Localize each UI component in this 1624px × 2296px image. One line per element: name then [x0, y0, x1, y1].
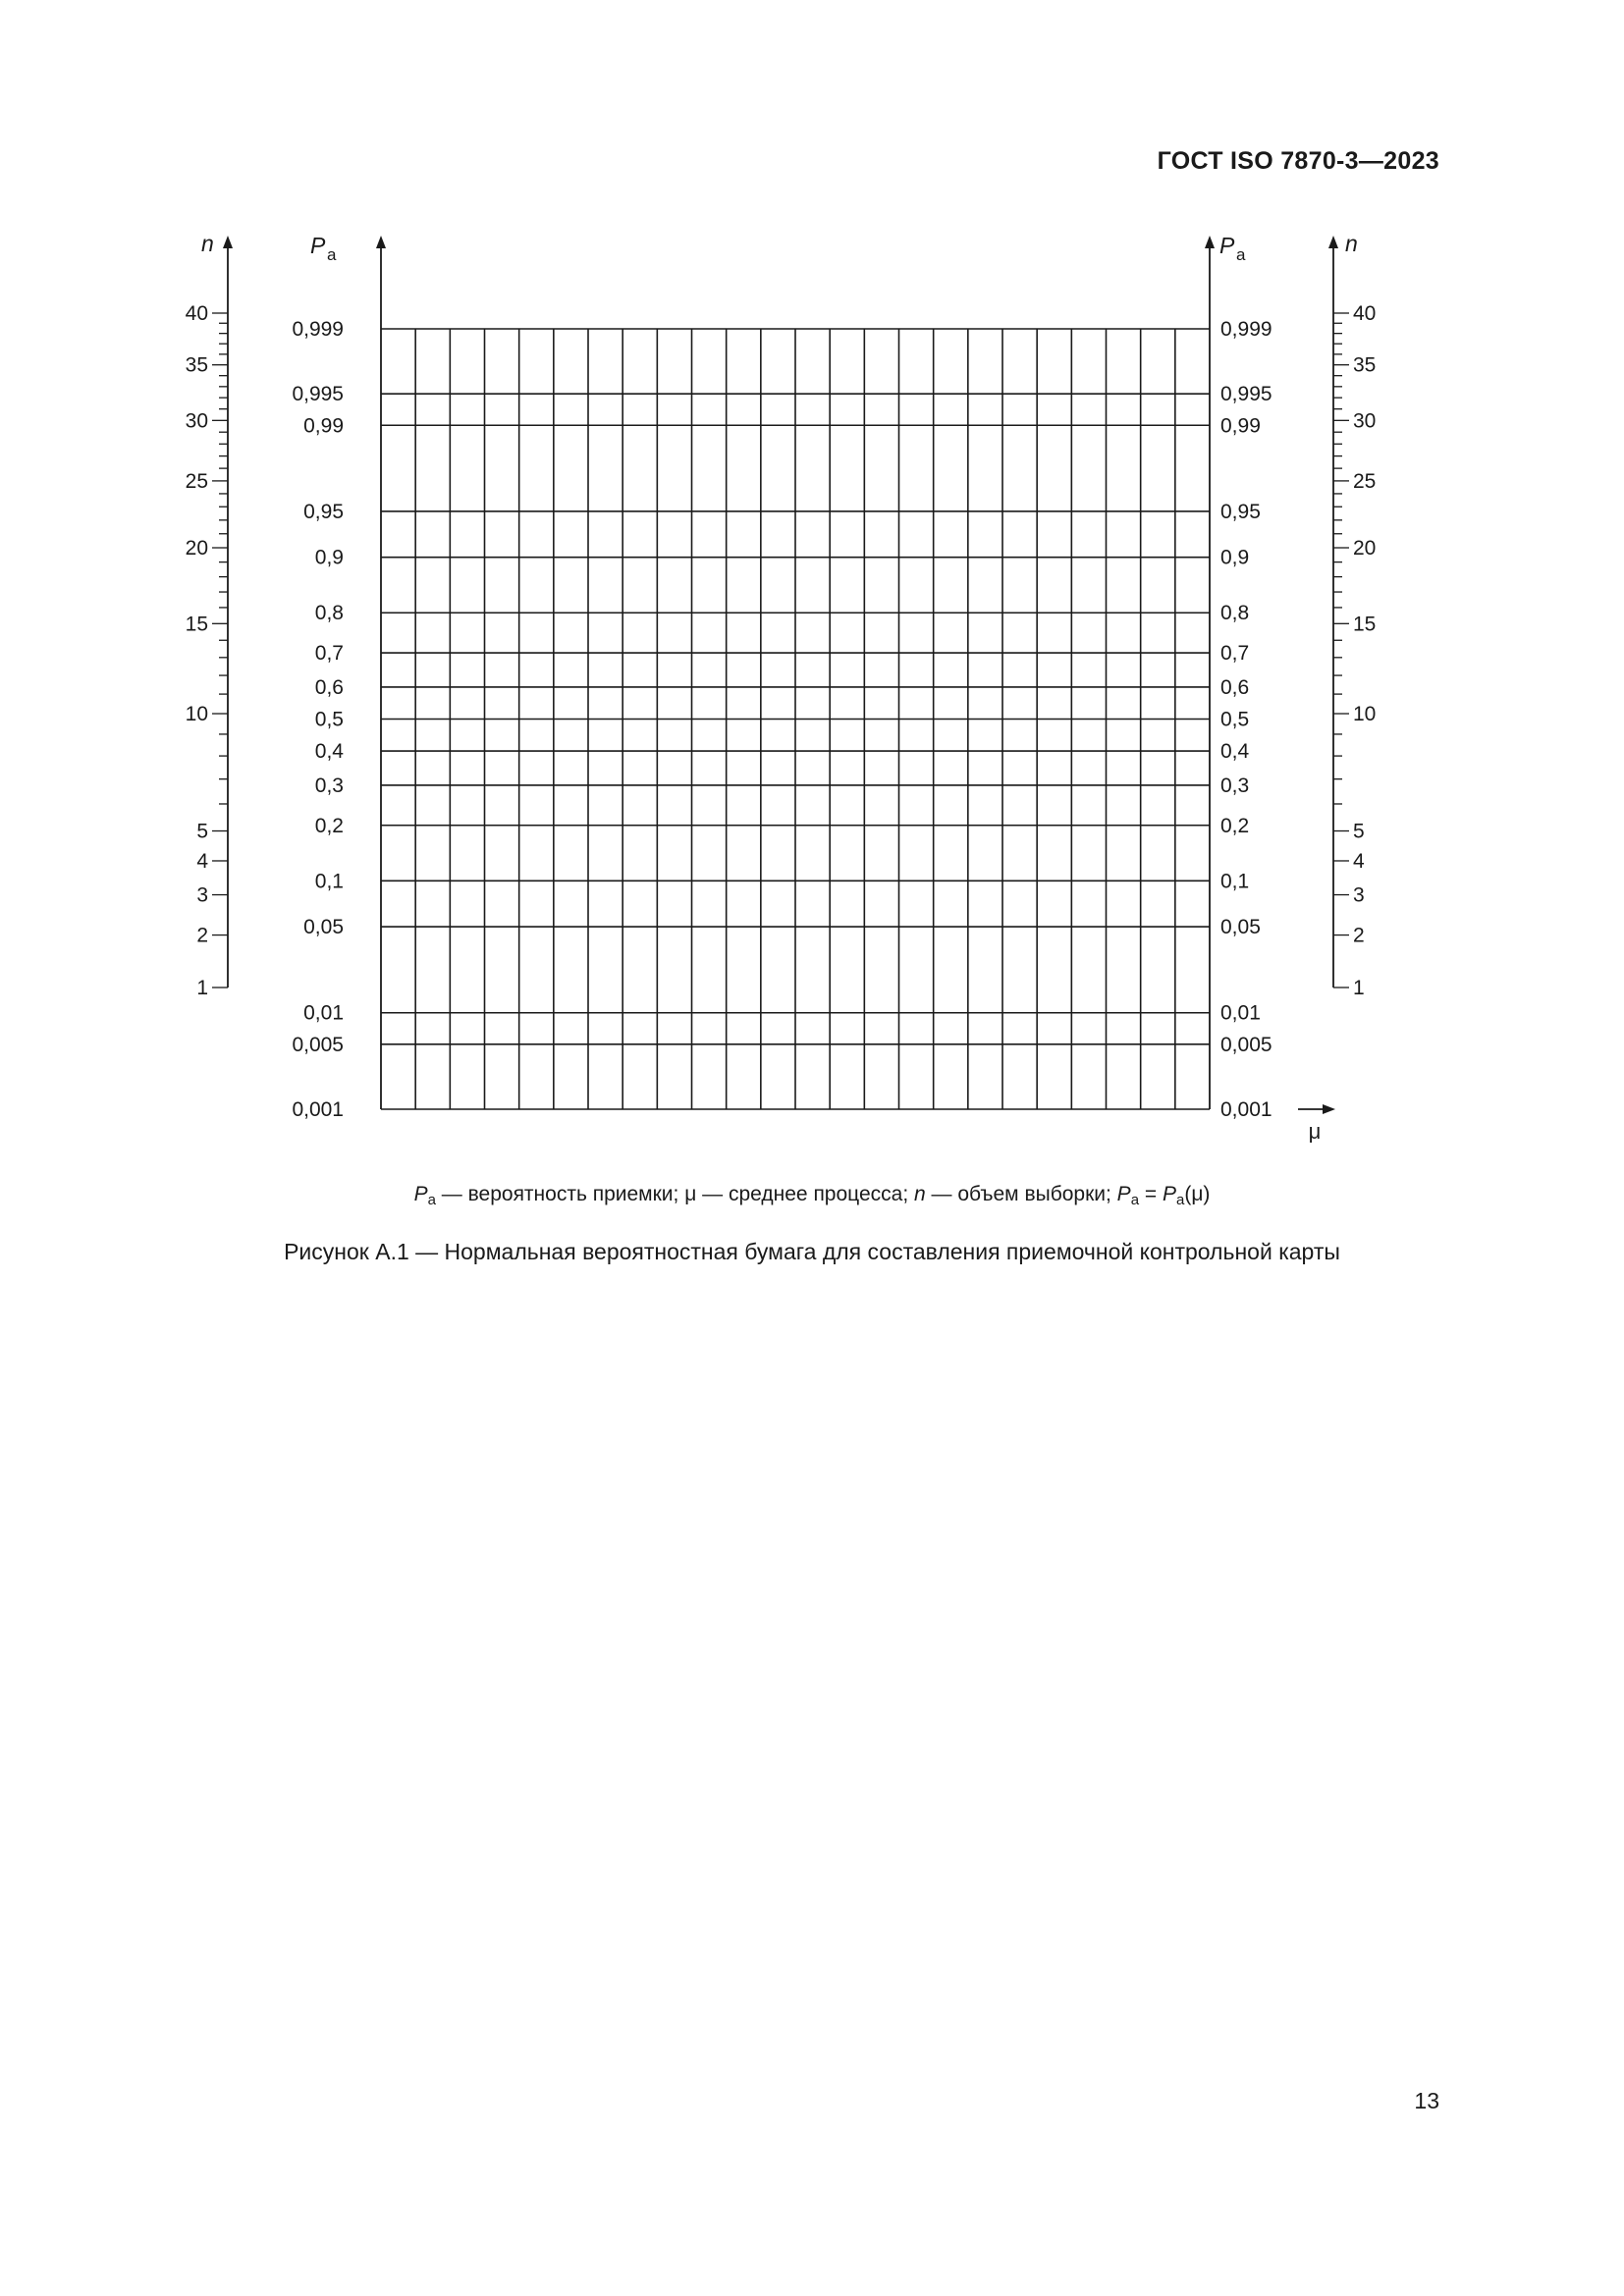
legend-eq-lhs: P: [1116, 1183, 1131, 1205]
left-n-axis-label: n: [201, 231, 214, 256]
pa-tick-label-left: 0,6: [314, 675, 344, 699]
pa-tick-label-right: 0,05: [1220, 916, 1261, 939]
right-n-tick-label: 25: [1353, 469, 1377, 493]
right-pa-axis: [1205, 233, 1272, 1121]
legend-text-3: — объем выборки;: [925, 1183, 1117, 1205]
chart-grid: [381, 329, 1210, 1109]
legend-text-1: — вероятность приемки;: [435, 1183, 685, 1205]
pa-tick-label-right: 0,7: [1220, 642, 1250, 666]
right-n-tick-label: 15: [1353, 613, 1377, 636]
pa-tick-label-left: 0,01: [303, 1001, 344, 1025]
pa-tick-label-left: 0,995: [292, 383, 344, 406]
left-n-tick-label: 35: [185, 353, 208, 377]
right-n-tick-label: 20: [1353, 537, 1377, 561]
right-n-tick-label: 4: [1353, 849, 1365, 873]
pa-tick-label-right: 0,95: [1220, 500, 1261, 523]
legend-n-symbol: n: [914, 1183, 926, 1205]
left-n-arrow-icon: [223, 236, 233, 248]
left-pa-axis-subscript: a: [327, 245, 337, 264]
mu-axis-label: μ: [1308, 1119, 1322, 1144]
right-n-axis-label: n: [1345, 231, 1358, 256]
right-n-tick-label: 30: [1353, 409, 1377, 433]
legend-text-2: — среднее процесса;: [696, 1183, 914, 1205]
pa-tick-label-right: 0,4: [1220, 740, 1250, 764]
pa-tick-label-left: 0,99: [303, 414, 344, 438]
left-pa-arrow-icon: [376, 236, 386, 248]
left-n-tick-label: 25: [185, 469, 208, 493]
pa-tick-label-right: 0,005: [1220, 1033, 1272, 1056]
legend-pa-symbol: P: [413, 1183, 428, 1205]
left-n-tick-label: 2: [196, 924, 208, 947]
right-n-arrow-icon: [1328, 236, 1338, 248]
pa-tick-label-right: 0,01: [1220, 1001, 1261, 1025]
legend-mu-symbol: μ: [684, 1183, 697, 1205]
legend-eq-rhs: P: [1162, 1183, 1176, 1205]
pa-tick-label-left: 0,9: [314, 546, 344, 569]
pa-tick-label-right: 0,8: [1220, 602, 1250, 625]
left-n-axis: [186, 231, 233, 999]
right-n-tick-label: 3: [1353, 883, 1365, 907]
pa-tick-label-right: 0,3: [1220, 774, 1250, 797]
left-n-tick-label: 30: [185, 409, 208, 433]
left-n-tick-label: 4: [196, 849, 208, 873]
pa-tick-label-left: 0,05: [303, 916, 344, 939]
left-pa-axis-label: P: [310, 233, 326, 258]
legend-eq-sign: =: [1139, 1183, 1163, 1205]
legend-eq-lhs-sub: a: [1130, 1192, 1140, 1208]
document-id: ГОСТ ISO 7870-3—2023: [1157, 147, 1439, 175]
pa-tick-label-left: 0,005: [292, 1033, 344, 1056]
right-n-tick-label: 40: [1353, 302, 1377, 325]
pa-tick-label-left: 0,8: [314, 602, 344, 625]
left-n-tick-label: 1: [196, 977, 208, 999]
pa-tick-label-left: 0,95: [303, 500, 344, 523]
pa-tick-label-left: 0,2: [314, 814, 344, 837]
pa-tick-label-left: 0,5: [314, 708, 344, 731]
x-axis: [1298, 1104, 1335, 1144]
right-n-tick-label: 1: [1353, 977, 1365, 999]
left-n-tick-label: 3: [196, 883, 208, 907]
right-pa-axis-label: P: [1219, 233, 1235, 258]
right-pa-axis-subscript: a: [1236, 245, 1246, 264]
pa-tick-label-right: 0,5: [1220, 708, 1250, 731]
left-n-tick-label: 40: [185, 302, 208, 325]
pa-tick-label-left: 0,7: [314, 642, 344, 666]
right-n-axis: [1328, 231, 1376, 999]
pa-tick-label-right: 0,995: [1220, 383, 1272, 406]
figure-caption: Рисунок А.1 — Нормальная вероятностная бумага для составления приемочной контрольной карты: [284, 1239, 1340, 1264]
pa-tick-label-right: 0,6: [1220, 675, 1250, 699]
right-n-tick-label: 2: [1353, 924, 1365, 947]
left-n-tick-label: 10: [185, 703, 208, 726]
mu-arrow-icon: [1323, 1104, 1335, 1114]
left-n-tick-label: 15: [185, 613, 208, 636]
right-n-tick-label: 5: [1353, 820, 1365, 843]
legend-pa-subscript: a: [427, 1192, 436, 1208]
right-n-tick-label: 35: [1353, 353, 1377, 377]
left-pa-axis: [292, 233, 386, 1121]
figure-legend: [0, 1183, 1624, 1208]
pa-tick-label-right: 0,999: [1220, 318, 1272, 341]
right-n-tick-label: 10: [1353, 703, 1377, 726]
pa-tick-label-left: 0,1: [314, 870, 344, 893]
legend-eq-rhs-sub: a: [1175, 1192, 1185, 1208]
left-n-tick-label: 5: [196, 820, 208, 843]
pa-tick-label-right: 0,9: [1220, 546, 1250, 569]
left-n-tick-label: 20: [185, 537, 208, 561]
pa-tick-label-left: 0,999: [292, 318, 344, 341]
pa-tick-label-left: 0,001: [292, 1098, 344, 1121]
pa-tick-label-right: 0,99: [1220, 414, 1261, 438]
pa-tick-label-right: 0,001: [1220, 1098, 1272, 1121]
pa-tick-label-left: 0,3: [314, 774, 344, 797]
legend-eq-arg: (μ): [1184, 1183, 1211, 1205]
right-pa-arrow-icon: [1205, 236, 1215, 248]
pa-tick-label-right: 0,1: [1220, 870, 1250, 893]
page-number: 13: [1414, 2088, 1439, 2113]
pa-tick-label-right: 0,2: [1220, 814, 1250, 837]
pa-tick-label-left: 0,4: [314, 740, 344, 764]
